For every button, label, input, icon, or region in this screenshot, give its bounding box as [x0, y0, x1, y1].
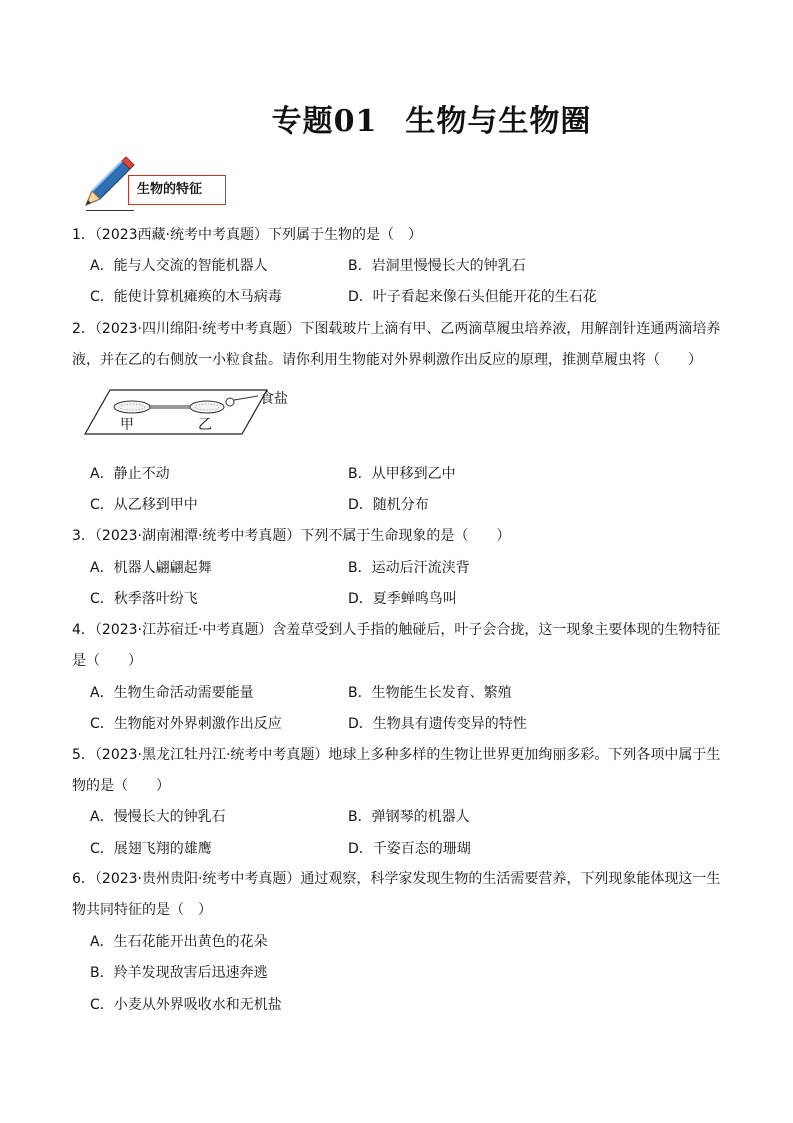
option-d: D．叶子看起来像石头但能开花的生石花 — [348, 289, 597, 305]
question-stem: 4．（2023·江苏宿迁·中考真题）含羞草受到人手指的触碰后，叶子会合拢，这一现象主要体现的生物特征是（ ） — [72, 622, 721, 669]
question-stem: 3．（2023·湖南湘潭·统考中考真题）下列不属于生命现象的是（ ） — [72, 528, 511, 544]
option-b: B．运动后汗流浃背 — [348, 560, 470, 576]
label-jia: 甲 — [120, 417, 134, 433]
question-6 — [72, 864, 722, 926]
title-text: 生物与生物圈 — [405, 104, 592, 139]
question-4 — [72, 615, 722, 677]
question-3 — [72, 521, 722, 552]
title-number: 专题01 — [271, 104, 378, 139]
option-a: A．静止不动 — [90, 466, 170, 482]
question-stem: 1．（2023西藏·统考中考真题）下列属于生物的是（ ） — [72, 227, 422, 243]
label-yi: 乙 — [198, 417, 212, 433]
option-d: D．千姿百态的珊瑚 — [348, 841, 471, 857]
question-2 — [72, 314, 722, 376]
option-a: A．能与人交流的智能机器人 — [90, 258, 268, 274]
option-d: D．生物具有遗传变异的特性 — [348, 716, 527, 732]
question-5 — [72, 740, 722, 802]
section-underline — [86, 210, 134, 211]
section-header — [78, 153, 238, 213]
option-a: A．生物生命活动需要能量 — [90, 685, 254, 701]
slide-figure — [82, 386, 312, 438]
option-a: A．机器人翩翩起舞 — [90, 560, 212, 576]
label-salt: 食盐 — [260, 391, 288, 407]
option-b: B．生物能生长发育、繁殖 — [348, 685, 512, 701]
question-stem: 5．（2023·黑龙江牡丹江·统考中考真题）地球上多种多样的生物让世界更加绚丽多彩。下列各项中属于生物的是（ ） — [72, 747, 721, 794]
option-b: B．羚羊发现敌害后迅速奔逃 — [90, 965, 268, 981]
option-b: B．弹钢琴的机器人 — [348, 809, 470, 825]
question-stem: 2．（2023·四川绵阳·统考中考真题）下图载玻片上滴有甲、乙两滴草履虫培养液，用解剖针连通两滴培养液，并在乙的右侧放一小粒食盐。请你利用生物能对外界刺激作出反应的原理，推测草履虫将（ ） — [72, 321, 721, 368]
page-title — [0, 96, 793, 140]
option-b: B．岩洞里慢慢长大的钟乳石 — [348, 258, 526, 274]
option-d: D．夏季蝉鸣鸟叫 — [348, 591, 457, 607]
option-c: C．生物能对外界刺激作出反应 — [90, 716, 282, 732]
option-a: A．慢慢长大的钟乳石 — [90, 809, 226, 825]
option-a: A．生石花能开出黄色的花朵 — [90, 934, 268, 950]
question-stem: 6．（2023·贵州贵阳·统考中考真题）通过观察，科学家发现生物的生活需要营养，下列现象能体现这一生物共同特征的是（ ） — [72, 871, 721, 918]
option-c: C．展翅飞翔的雄鹰 — [90, 841, 212, 857]
option-b: B．从甲移到乙中 — [348, 466, 456, 482]
question-1 — [72, 220, 722, 251]
option-d: D．随机分布 — [348, 497, 429, 513]
option-c: C．小麦从外界吸收水和无机盐 — [90, 997, 282, 1013]
option-c: C．能使计算机瘫痪的木马病毒 — [90, 289, 282, 305]
option-c: C．从乙移到甲中 — [90, 497, 198, 513]
section-label: 生物的特征 — [128, 175, 226, 205]
option-c: C．秋季落叶纷飞 — [90, 591, 198, 607]
